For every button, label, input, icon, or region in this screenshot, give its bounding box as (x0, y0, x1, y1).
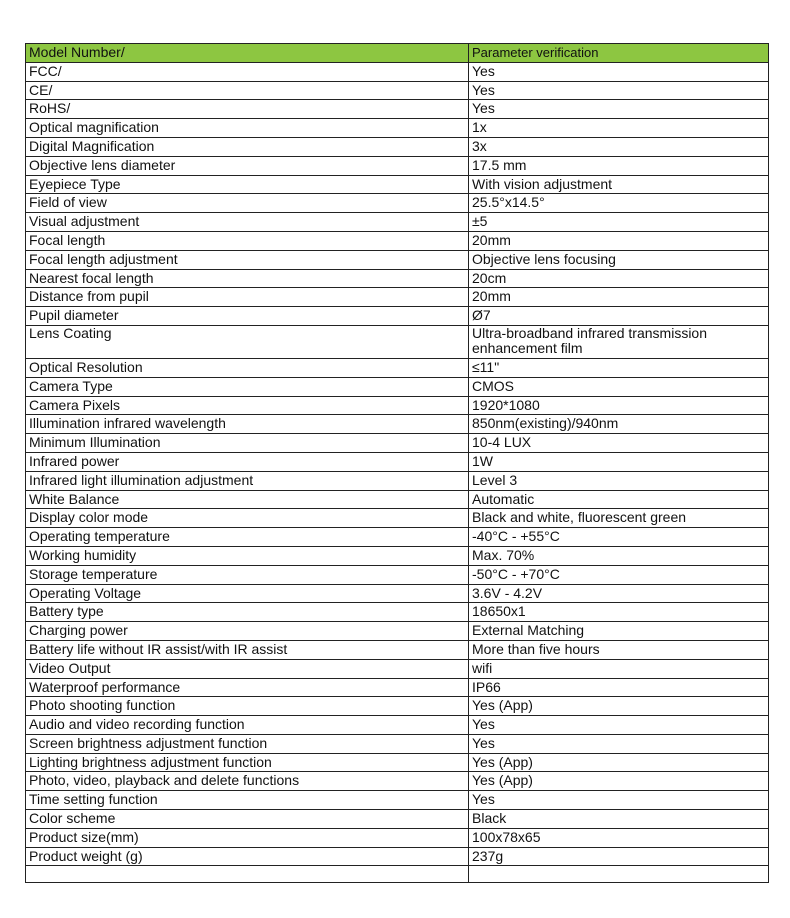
table-row (26, 452, 769, 471)
table-row (26, 288, 769, 307)
table-row (26, 810, 769, 829)
spec-name-cell: Working humidity (26, 546, 469, 565)
table-row (26, 250, 769, 269)
spec-name-cell: CE/ (26, 81, 469, 100)
spec-name-cell: Illumination infrared wavelength (26, 415, 469, 434)
spec-value-cell: 3.6V - 4.2V (469, 584, 769, 603)
spec-name-cell: Infrared power (26, 452, 469, 471)
table-row (26, 434, 769, 453)
table-row (26, 603, 769, 622)
table-row (26, 678, 769, 697)
spec-value-cell: 1x (469, 119, 769, 138)
empty-row (26, 866, 769, 883)
spec-value-cell: 237g (469, 847, 769, 866)
spec-name-cell: Focal length (26, 231, 469, 250)
table-row (26, 175, 769, 194)
spec-value-cell: Black (469, 810, 769, 829)
table-row (26, 659, 769, 678)
spec-value-cell: Ø7 (469, 307, 769, 326)
spec-value-cell: ±5 (469, 213, 769, 232)
table-row (26, 377, 769, 396)
table-header-row (26, 44, 769, 63)
spec-value-cell: 850nm(existing)/940nm (469, 415, 769, 434)
spec-name-cell: Waterproof performance (26, 678, 469, 697)
spec-value-cell: -50°C - +70°C (469, 565, 769, 584)
spec-name-cell: Battery life without IR assist/with IR assist (26, 640, 469, 659)
spec-name-cell: Charging power (26, 622, 469, 641)
spec-name-cell: Lighting brightness adjustment function (26, 753, 469, 772)
spec-name-cell: Product weight (g) (26, 847, 469, 866)
spec-name-cell: Digital Magnification (26, 137, 469, 156)
spec-value-cell: 1920*1080 (469, 396, 769, 415)
spec-name-cell: Screen brightness adjustment function (26, 734, 469, 753)
spec-name-cell: Product size(mm) (26, 828, 469, 847)
spec-name-cell: Optical Resolution (26, 358, 469, 377)
spec-name-cell: Distance from pupil (26, 288, 469, 307)
spec-value-cell: Automatic (469, 490, 769, 509)
spec-name-cell: Nearest focal length (26, 269, 469, 288)
header-parameter-verification: Parameter verification (469, 44, 769, 63)
spec-name-cell: White Balance (26, 490, 469, 509)
empty-cell (26, 866, 469, 883)
spec-value-cell: 1W (469, 452, 769, 471)
spec-name-cell: Time setting function (26, 791, 469, 810)
spec-value-cell: 25.5°x14.5° (469, 194, 769, 213)
table-row (26, 528, 769, 547)
spec-name-cell: Battery type (26, 603, 469, 622)
spec-name-cell: Storage temperature (26, 565, 469, 584)
spec-name-cell: Operating temperature (26, 528, 469, 547)
table-row (26, 325, 769, 358)
spec-value-cell: ≤11" (469, 358, 769, 377)
spec-value-cell: 18650x1 (469, 603, 769, 622)
table-row (26, 565, 769, 584)
table-row (26, 791, 769, 810)
spec-value-cell: Yes (App) (469, 772, 769, 791)
spec-value-cell: Black and white, fluorescent green (469, 509, 769, 528)
spec-value-cell: CMOS (469, 377, 769, 396)
empty-cell (469, 866, 769, 883)
header-model-number: Model Number/ (26, 44, 469, 63)
spec-name-cell: Camera Pixels (26, 396, 469, 415)
spec-name-cell: Audio and video recording function (26, 716, 469, 735)
table-row (26, 62, 769, 81)
table-row (26, 828, 769, 847)
spec-name-cell: Infrared light illumination adjustment (26, 471, 469, 490)
table-row (26, 622, 769, 641)
spec-name-cell: Focal length adjustment (26, 250, 469, 269)
spec-name-cell: Camera Type (26, 377, 469, 396)
spec-value-cell: Ultra-broadband infrared transmission enhancement film (469, 325, 769, 358)
table-row (26, 358, 769, 377)
spec-value-cell: 100x78x65 (469, 828, 769, 847)
table-row (26, 490, 769, 509)
spec-value-cell: Yes (469, 100, 769, 119)
table-row (26, 137, 769, 156)
spec-value-cell: Yes (App) (469, 753, 769, 772)
table-row (26, 231, 769, 250)
table-row (26, 546, 769, 565)
spec-name-cell: Eyepiece Type (26, 175, 469, 194)
spec-value-cell: Yes (469, 734, 769, 753)
table-row (26, 396, 769, 415)
spec-value-cell: Yes (469, 81, 769, 100)
table-row (26, 584, 769, 603)
spec-name-cell: Color scheme (26, 810, 469, 829)
spec-value-cell: More than five hours (469, 640, 769, 659)
spec-value-cell: 10-4 LUX (469, 434, 769, 453)
table-row (26, 415, 769, 434)
spec-name-cell: Visual adjustment (26, 213, 469, 232)
spec-value-cell: Objective lens focusing (469, 250, 769, 269)
table-row (26, 307, 769, 326)
table-row (26, 697, 769, 716)
spec-name-cell: Photo shooting function (26, 697, 469, 716)
spec-value-cell: Max. 70% (469, 546, 769, 565)
table-row (26, 81, 769, 100)
table-row (26, 847, 769, 866)
spec-name-cell: Lens Coating (26, 325, 469, 358)
table-row (26, 100, 769, 119)
spec-value-cell: Level 3 (469, 471, 769, 490)
spec-value-cell: 20mm (469, 231, 769, 250)
table-row (26, 734, 769, 753)
table-row (26, 772, 769, 791)
spec-name-cell: Field of view (26, 194, 469, 213)
spec-name-cell: Operating Voltage (26, 584, 469, 603)
spec-value-cell: 20cm (469, 269, 769, 288)
spec-name-cell: Video Output (26, 659, 469, 678)
spec-value-cell: Yes (469, 791, 769, 810)
spec-name-cell: Photo, video, playback and delete functions (26, 772, 469, 791)
spec-value-cell: 3x (469, 137, 769, 156)
spec-value-cell: wifi (469, 659, 769, 678)
spec-value-cell: IP66 (469, 678, 769, 697)
table-row (26, 640, 769, 659)
spec-name-cell: Objective lens diameter (26, 156, 469, 175)
table-row (26, 194, 769, 213)
spec-name-cell: RoHS/ (26, 100, 469, 119)
spec-value-cell: External Matching (469, 622, 769, 641)
table-row (26, 119, 769, 138)
spec-name-cell: Optical magnification (26, 119, 469, 138)
spec-value-cell: 17.5 mm (469, 156, 769, 175)
table-row (26, 213, 769, 232)
spec-name-cell: Display color mode (26, 509, 469, 528)
spec-name-cell: Pupil diameter (26, 307, 469, 326)
spec-name-cell: Minimum Illumination (26, 434, 469, 453)
table-row (26, 156, 769, 175)
table-row (26, 716, 769, 735)
table-row (26, 509, 769, 528)
spec-value-cell: With vision adjustment (469, 175, 769, 194)
table-row (26, 471, 769, 490)
spec-value-cell: Yes (469, 62, 769, 81)
spec-name-cell: FCC/ (26, 62, 469, 81)
spec-table (25, 43, 769, 883)
spec-value-cell: Yes (App) (469, 697, 769, 716)
spec-value-cell: Yes (469, 716, 769, 735)
spec-value-cell: 20mm (469, 288, 769, 307)
table-row (26, 269, 769, 288)
spec-value-cell: -40°C - +55°C (469, 528, 769, 547)
table-row (26, 753, 769, 772)
spec-table-body (26, 44, 769, 883)
